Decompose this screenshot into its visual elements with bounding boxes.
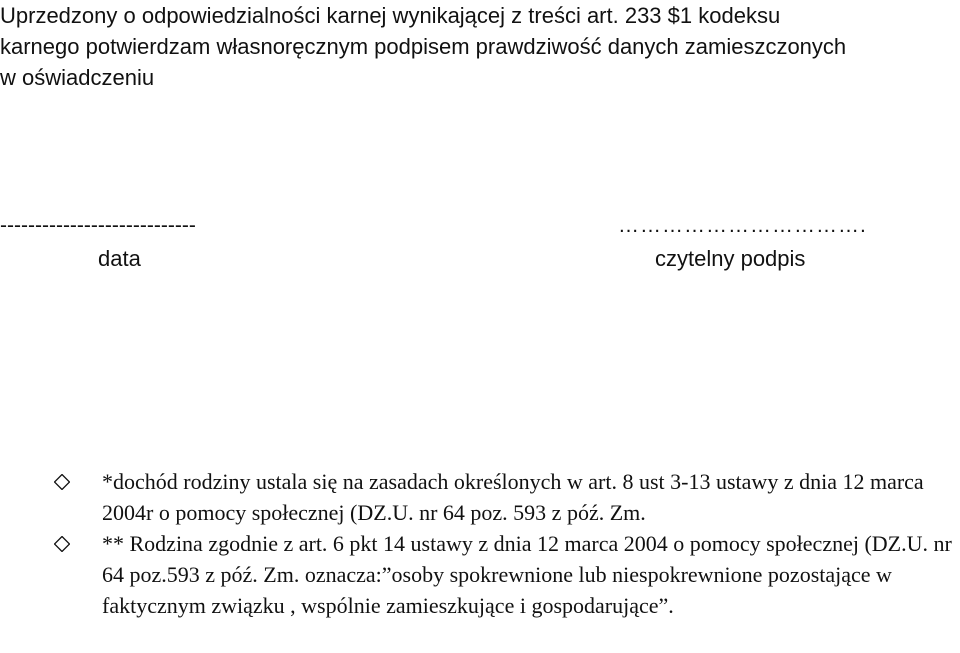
bullet-diamond-icon xyxy=(54,536,70,552)
signature-line: ……………………………. xyxy=(618,214,867,237)
date-line: ---------------------------- xyxy=(0,214,196,237)
signature-label: czytelny podpis xyxy=(655,246,806,271)
date-label: data xyxy=(98,246,141,271)
footnote-family xyxy=(0,528,960,621)
footnote-family-text: ** Rodzina zgodnie z art. 6 pkt 14 ustawy z dnia 12 marca 2004 o pomocy społecznej (DZ.U. nr 64 poz.593 z póź. Zm. oznacza:”osoby spokrewnione lub niespokrewnione pozostające w faktycznym związku , wspólnie zamieszkujące i gospodarujące”. xyxy=(102,531,952,618)
footnote-income-text: *dochód rodziny ustala się na zasadach określonych w art. 8 ust 3-13 ustawy z dnia 12 marca 2004r o pomocy społecznej (DZ.U. nr 64 poz. 593 z póź. Zm. xyxy=(102,469,924,525)
liability-statement: Uprzedzony o odpowiedzialności karnej wynikającej z treści art. 233 $1 kodeksu karnego potwierdzam własnoręcznym podpisem prawdziwość danych zamieszczonych w oświadczeniu xyxy=(0,3,847,90)
bullet-diamond-icon xyxy=(54,474,70,490)
footnote-income xyxy=(0,466,960,528)
footnotes-list xyxy=(0,466,960,621)
